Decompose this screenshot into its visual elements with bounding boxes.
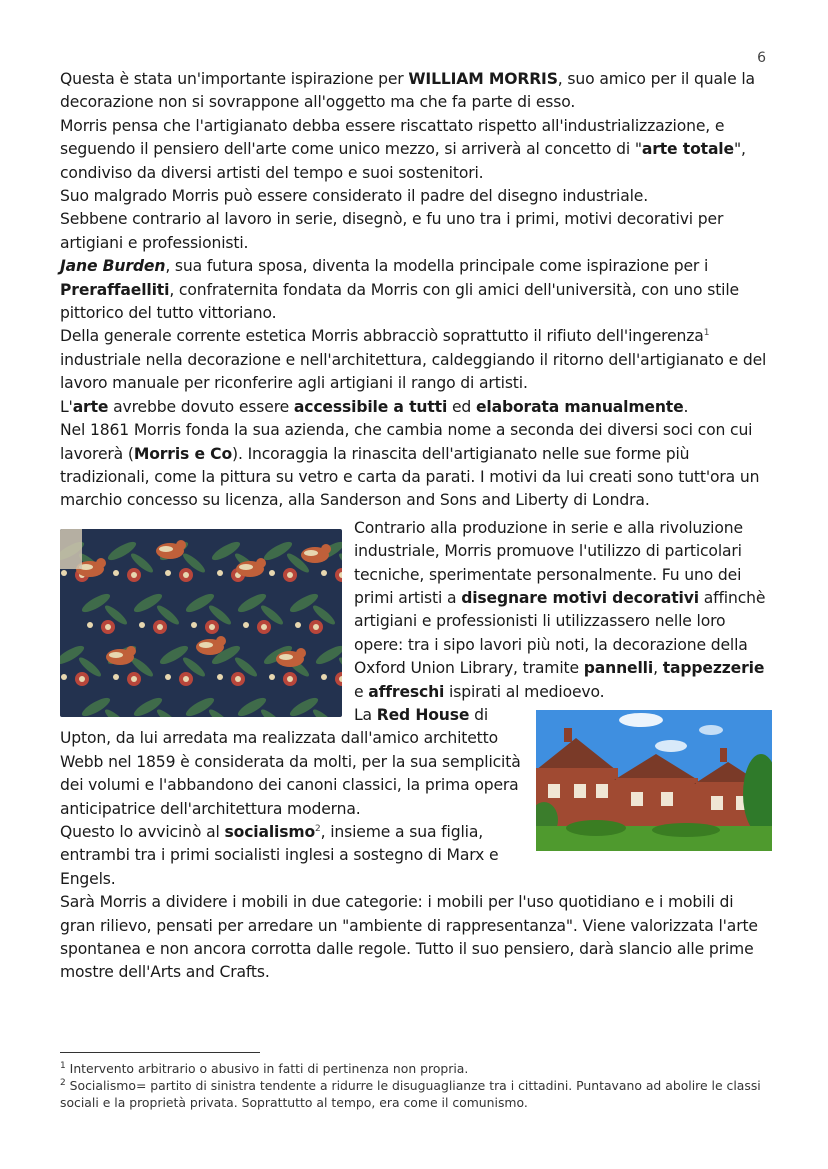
paragraph-2: Morris pensa che l'artigianato debba essere riscattato rispetto all'industrializzazione, e seguendo il pensiero dell'arte come unico mezzo, si arriverà al concetto di "arte totale", condiviso da diversi artisti del tempo e suoi sostenitori.	[60, 116, 746, 182]
pattern-illustration	[60, 529, 342, 717]
jane-burden: Jane Burden	[60, 257, 166, 276]
paragraph-11: Questo lo avvicinò al socialismo$^2$, insieme a sua figlia, entrambi tra i primi socialisti inglesi a sostegno di Marx e Engels.	[60, 823, 499, 888]
preraffaelliti: Preraffaelliti	[60, 280, 170, 299]
footnote-divider	[60, 1052, 260, 1053]
paragraph-5: Jane Burden, sua futura sposa, diventa la modella principale come ispirazione per i Preraffaelliti, confraternita fondata da Morris con gli amici dell'università, con uno stile pittorico del tutto vittoriano.	[60, 257, 739, 323]
arte-totale: arte totale	[641, 140, 734, 159]
paragraph-9: Contrario alla produzione in serie e alla rivoluzione industriale, Morris promuove l'utilizzo di particolari tecniche, sperimentate personalmente. Fu uno dei primi artisti a disegnare motivi decorativi affinchè artigiani e professionisti li utilizzassero nelle loro opere: tra i sipo lavori più noti, la decorazione della Oxford Union Library, tramite pannelli, tappezzerie e affreschi ispirati al medioevo.	[354, 518, 766, 701]
paragraph-7: L'arte avrebbe dovuto essere accessibile a tutti ed elaborata manualmente.	[60, 397, 689, 416]
paragraph-4: Sebbene contrario al lavoro in serie, disegnò, e fu uno tra i primi, motivi decorativi per artigiani e professionisti.	[60, 210, 724, 252]
footnote-2: $^2$ Socialismo= partito di sinistra tendente a ridurre le disuguaglianze tra i cittadini. Puntavano ad abolire le classi sociali e la proprietà privata. Soprattutto al tempo, era come il comunismo.	[60, 1077, 761, 1110]
red-house-photo	[536, 710, 772, 851]
socialismo: socialismo	[224, 823, 316, 841]
paragraph-6: Della generale corrente estetica Morris abbracciò soprattutto il rifiuto dell'ingerenza$^1$ industriale nella decorazione e nell'architettura, caldeggiando il ritorno dell'artigianato e del lavoro manuale per riconferire agli artigiani il rango di artisti.	[60, 327, 767, 393]
footnote-1: $^1$ Intervento arbitrario o abusivo in fatti di pertinenza non propria.	[60, 1060, 469, 1076]
red-house: Red House	[376, 705, 470, 724]
morris-e-co: Morris e Co	[133, 444, 233, 463]
footnote-ref-2: 2	[315, 823, 321, 834]
paragraph-8: Nel 1861 Morris fonda la sua azienda, che cambia nome a seconda dei diversi soci con cui lavorerà (Morris e Co). Incoraggia la rinascita dell'artigianato nelle sue forme più tradizionali, come la pittura su vetro e carta da parati. I motivi da lui creati sono tutt'ora un marchio concesso su licenza, alla Sanderson and Sons and Liberty di Londra.	[60, 421, 760, 510]
footnotes	[60, 1060, 772, 1111]
paragraph-1: Questa è stata un'importante ispirazione per WILLIAM MORRIS, suo amico per il quale la decorazione non si sovrappone all'oggetto ma che fa parte di esso.	[60, 70, 755, 112]
paragraph-12: Sarà Morris a dividere i mobili in due categorie: i mobili per l'uso quotidiano e i mobili di gran rilievo, pensati per arredare un "ambiente di rappresentanza". Viene valorizzata l'arte spontanea e non ancora corrotta dalle regole. Tutto il suo pensiero, darà slancio alle prime mostre dell'Arts and Crafts.	[60, 893, 758, 982]
red-house-illustration	[536, 710, 772, 851]
strawberry-thief-pattern-image	[60, 529, 342, 717]
body-text	[60, 68, 772, 985]
william-morris-name: WILLIAM MORRIS	[408, 70, 558, 88]
page-number: 6	[757, 50, 766, 66]
footnote-ref-1: 1	[703, 328, 710, 339]
paragraph-3: Suo malgrado Morris può essere considerato il padre del disegno industriale.	[60, 187, 649, 206]
paragraph-10: La Red House di Upton, da lui arredata ma realizzata dall'amico architetto Webb nel 1859 è considerata da molti, per la sua semplicità dei volumi e l'abbandono dei canoni classici, la prima opera anticipatrice dell'architettura moderna.	[60, 705, 521, 818]
